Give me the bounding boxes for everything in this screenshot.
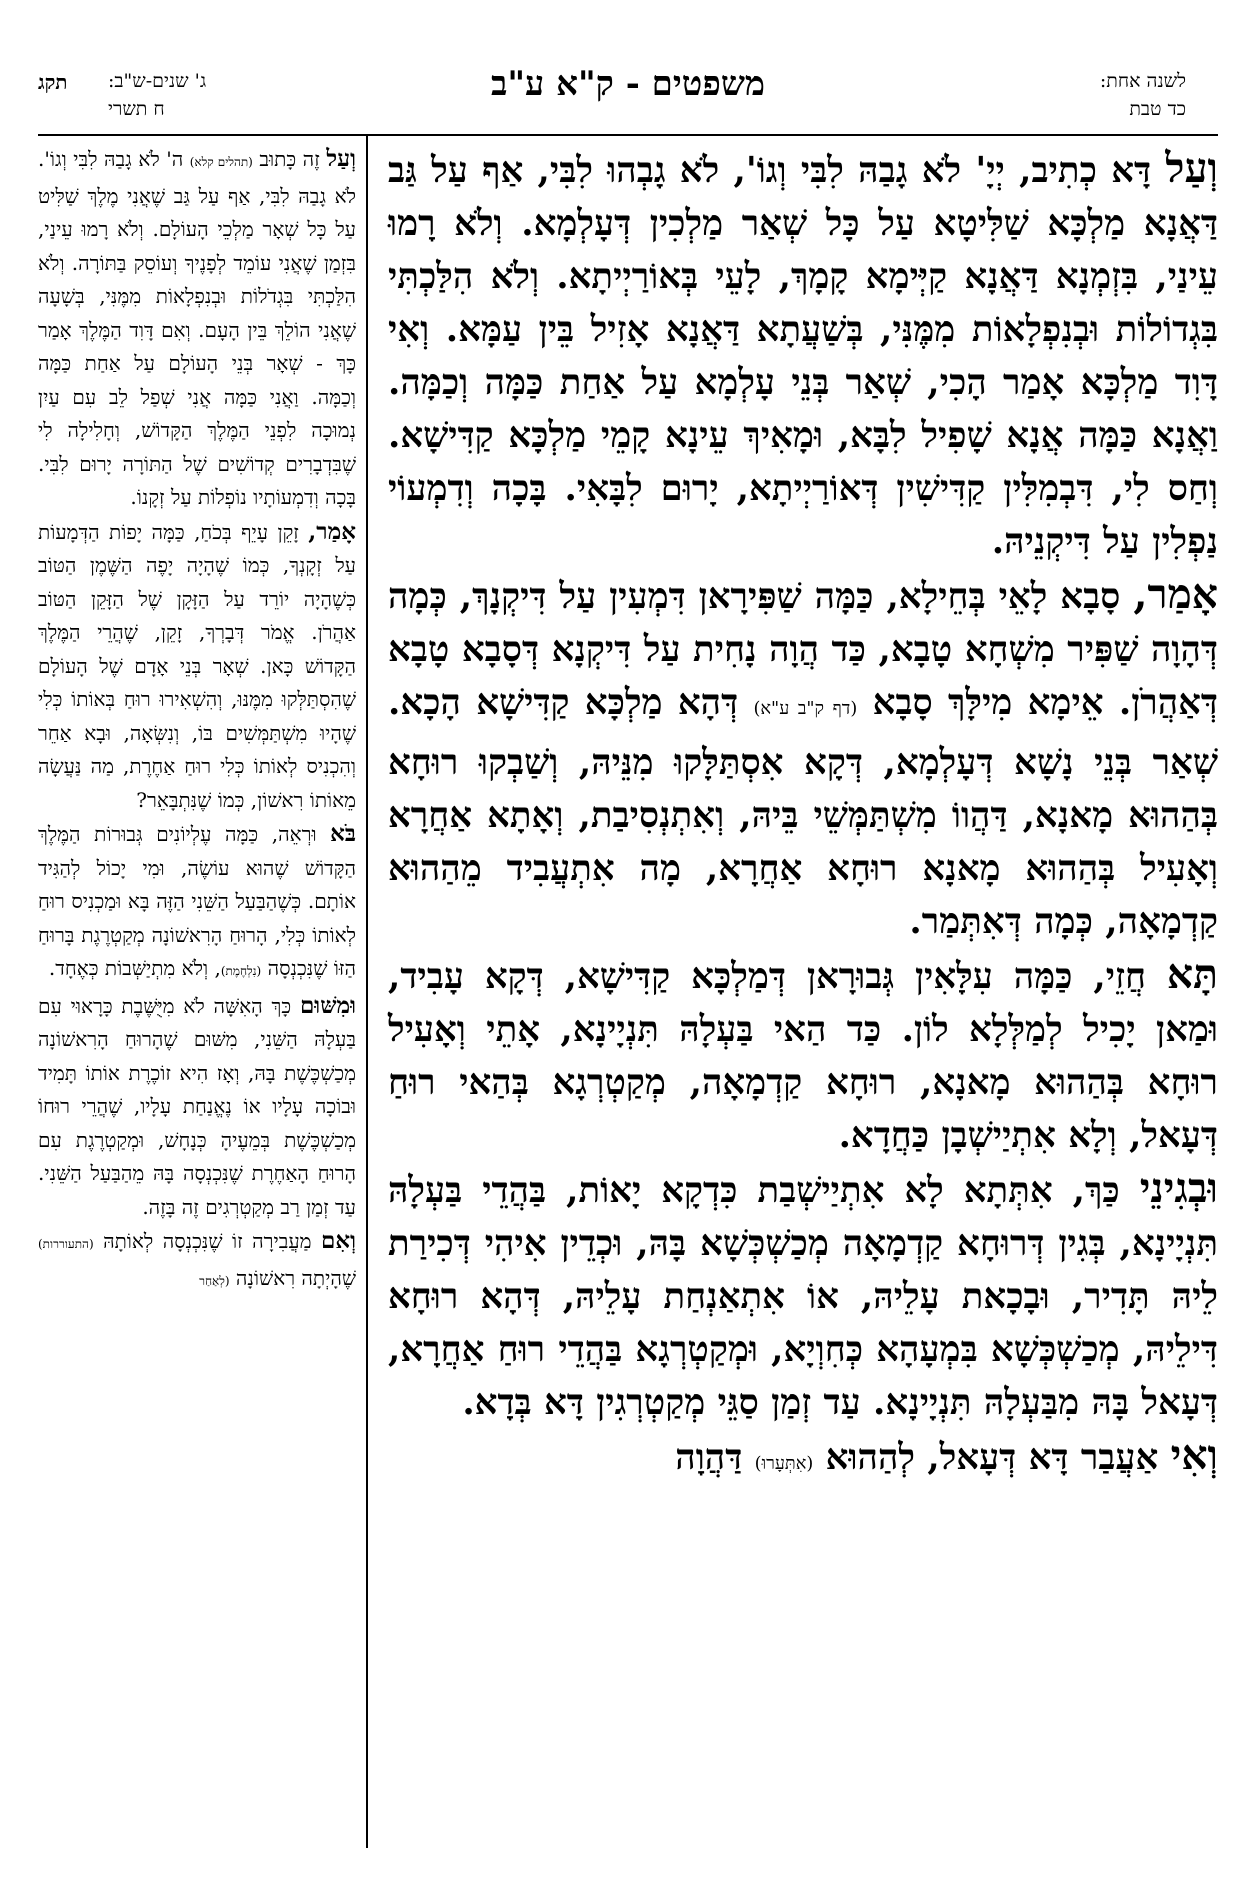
side-paragraph-3: בֹּא וּרְאֵה, כַּמָּה עֶלְיוֹנִים גְּבוּרוֹת הַמֶּלֶךְ הַקָּדוֹשׁ שֶׁהוּא עוֹשֶׂה, וּמִי יָכוֹל לְהַגִּיד אוֹתָם. כְּשֶׁהַבַּעַל הַשֵּׁנִי הַזֶּה בָּא וּמַכְנִיס רוּחַ לְאוֹתוֹ כְּלִי, הָרוּחַ הָרִאשׁוֹנָה מְקַטְרֶגֶת בָּרוּחַ הַזּוֹ שֶׁנִּכְנְסָה (נִלְחֶמֶת), וְלֹא מִתְיַשְּׁבוֹת כְּאֶחָד. <box>38 820 356 980</box>
page-number: תקג <box>38 70 68 94</box>
header-rule <box>38 134 1218 136</box>
side-paragraph-2: אָמַר, זָקֵן עָיֵף בְּכֹחַ, כַּמָּה יָפוֹת הַדְּמָעוֹת עַל זְקָנְךָ, כְּמוֹ שֶׁהָיָה יָפֶה הַשֶּׁמֶן הַטּוֹב כְּשֶׁהָיָה יוֹרֵד עַל הַזָּקָן שֶׁל הַזָּקֵן הַטּוֹב אַהֲרֹן. אֱמֹר דְּבָרְךָ, זָקֵן, שֶׁהֲרֵי הַמֶּלֶךְ הַקָּדוֹשׁ כָּאן. שְׁאָר בְּנֵי אָדָם שֶׁל הָעוֹלָם שֶׁהִסְתַּלְּקוּ מִמֶּנּוּ, וְהִשְׁאִירוּ רוּחַ בְּאוֹתוֹ כְּלִי שֶׁהָיוּ מִשְׁתַּמְּשִׁים בּוֹ, וְנִשְּׂאָה, וּבָא אַחֵר וְהִכְנִיס לְאוֹתוֹ כְּלִי רוּחַ אַחֶרֶת, מַה נַּעֲשָׂה מֵאוֹתוֹ רִאשׁוֹן, כְּמוֹ שֶׁנִּתְבָּאֵר? <box>38 517 356 812</box>
column-divider <box>366 136 368 1848</box>
study-plan-three-years: ג' שנים-ש"ב: <box>108 70 207 92</box>
page-reference: (דף ק"ב ע"א) <box>753 699 858 719</box>
page <box>38 38 1218 1858</box>
study-plan-one-year: לשנה אחת: <box>1099 70 1186 92</box>
annotation-reference: (אִתְּעָרוּ) <box>754 1454 814 1474</box>
page-title: משפטים - ק"א ע"ב <box>490 64 766 104</box>
main-paragraph-1: וְעַל דָּא כְתִיב, יְיָ' לֹא גָבַהּ לִבִּי וְגוֹ', לֹא גָבְהוּ לִבִּי, אַף עַל גַּב דַּאֲנָא מַלְכָּא שַׁלִּיטָא עַל כָּל שְׁאַר מַלְכִין דְּעָלְמָא. וְלֹא רָמוּ עֵינַי, בִּזְמְנָא דַּאֲנָא קַיְּימָא קָמָךְ, לָעֵי בְּאוֹרַיְיתָא. וְלֹא הִלַּכְתִּי בִּגְדוֹלוֹת וּבְנִפְלָאוֹת מִמֶּנִּי, בְּשַׁעֲתָא דַּאֲנָא אָזִיל בֵּין עַמָּא. וְאִי דָּוִד מַלְכָּא אָמַר הָכִי, שְׁאַר בְּנֵי עָלְמָא עַל אַחַת כַּמָּה וְכַמָּה. וַאֲנָא כַּמָּה אֲנָא שָׁפִיל לִבָּא, וּמָאִיךְ עֵינָא קָמֵי מַלְכָּא קַדִּישָׁא. וְחַס לִי, דִּבְמִלִּין קַדִּישִׁין דְּאוֹרַיְיתָא, יָרוּם לִבָּאִי. בָּכָה וְדִמְעוֹי נַפְלִין עַל דִּיקְנֵיהּ. <box>388 144 1218 562</box>
study-date-one-year: כד טבת <box>1129 98 1186 120</box>
source-reference: (תהלים קלא) <box>189 155 253 169</box>
side-paragraph-5: וְאִם מַעֲבִירָה זוֹ שֶׁנִּכְנְסָה לְאוֹתָהּ (התעוררות) שֶׁהָיְתָה רִאשׁוֹנָה (לְאַחַר <box>38 1227 356 1290</box>
side-paragraph-1: וְעַל זֶה כָּתוּב (תהלים קלא) ה' לֹא גָבַהּ לִבִּי וְגוֹ'. לֹא גָבַהּ לִבִּי, אַף עַל גַּב שֶׁאֲנִי מֶלֶךְ שַׁלִּיט עַל כָּל שְׁאָר מַלְכֵי הָעוֹלָם. וְלֹא רָמוּ עֵינַי, בִּזְמַן שֶׁאֲנִי עוֹמֵד לְפָנֶיךָ וְעוֹסֵק בַּתּוֹרָה. וְלֹא הִלַּכְתִּי בִּגְדֹלוֹת וּבְנִפְלָאוֹת מִמֶּנִּי, בְּשָׁעָה שֶׁאֲנִי הוֹלֵךְ בֵּין הָעָם. וְאִם דָּוִד הַמֶּלֶךְ אָמַר כָּךְ - שְׁאָר בְּנֵי הָעוֹלָם עַל אַחַת כַּמָּה וְכַמָּה. וַאֲנִי כַּמָּה אֲנִי שְׁפַל לֵב עִם עַיִן נְמוּכָה לִפְנֵי הַמֶּלֶךְ הַקָּדוֹשׁ, וְחָלִילָה לִי שֶׁבִּדְבָרִים קְדוֹשִׁים שֶׁל הַתּוֹרָה יָרוּם לִבִּי. בָּכָה וְדִמְעוֹתָיו נוֹפְלוֹת עַל זְקָנוֹ. <box>38 145 356 509</box>
main-paragraph-5: וְאִי אַעֲבַר דָּא דְּעָאל, לְהַהוּא (אִתְּעָרוּ) דַּהֲוָה <box>675 1431 1218 1479</box>
side-paragraph-4: וּמִשּׁוּם כָּךְ הָאִשָּׁה לֹא מִיֻּשֶּׁבֶת כָּרָאוּי עִם בַּעְלָהּ הַשֵּׁנִי, מִשּׁוּם שֶׁהָרוּחַ הָרִאשׁוֹנָה מְכַשְׁכֶּשֶׁת בָּהּ, וְאָז הִיא זוֹכֶרֶת אוֹתוֹ תָּמִיד וּבוֹכָה עָלָיו אוֹ נֶאֱנַחַת עָלָיו, שֶׁהֲרֵי רוּחוֹ מְכַשְׁכֶּשֶׁת בְּמֵעֶיהָ כְּנָחָשׁ, וּמְקַטְרֶגֶת עִם הָרוּחַ הָאַחֶרֶת שֶׁנִּכְנְסָה בָּהּ מֵהַבַּעַל הַשֵּׁנִי. עַד זְמַן רַב מְקַטְרְגִים זֶה בָּזֶה. <box>38 991 356 1219</box>
hebrew-translation-column <box>38 142 356 1858</box>
main-paragraph-3: תָּא חֲזֵי, כַּמָּה עִלָּאִין גְּבוּרָאן דְּמַלְכָּא קַדִּישָׁא, דְּקָא עָבִיד, וּמַאן יָכִיל לְמַלְּלָא לוֹן. כַּד הַאי בַּעְלָהּ תִּנְיָינָא, אָתֵי וְאָעִיל רוּחָא בְּהַהוּא מָאנָא, רוּחָא קַדְמָאָה, מְקַטְרְגָא בְּהַאי רוּחַ דְּעָאל, וְלָא אִתְיַישְׁבָן כַּחֲדָא. <box>388 950 1218 1156</box>
main-paragraph-4: וּבְגִינֵי כַּךְ, אִתְּתָא לָא אִתְיַישְׁבַת כִּדְקָא יָאוֹת, בַּהֲדֵי בַּעְלָהּ תִּנְיָינָא, בְּגִין דְּרוּחָא קַדְמָאָה מְכַשְׁכְּשָׁא בָּהּ, וּכְדֵין אִיהִי דְּכִירַת לֵיהּ תָּדִיר, וּבָכָאת עָלֵיהּ, אוֹ אִתְאַנְחַת עָלֵיהּ, דְּהָא רוּחָא דִּילֵיהּ, מְכַשְׁכְּשָׁא בִּמְעָהָא כְּחִוְיָא, וּמְקַטְרְגָא בַּהֲדֵי רוּחַ אַחֲרָא, דְּעָאל בָּהּ מִבַּעְלָהּ תִּנְיָינָא. עַד זְמַן סַגֵּי מְקַטְרְגִין דָּא בְּדָא. <box>388 1164 1218 1423</box>
page-header <box>38 64 1218 134</box>
aramaic-column <box>388 142 1218 1858</box>
main-paragraph-2: אָמַר, סָבָא לָאֵי בְּחֵילָא, כַּמָּה שַׁפִּירָאן דִּמְעִין עַל דִּיקְנָךְ, כְּמָה דְּהָוָה שַׁפִּיר מִשְׁחָא טָבָא, כַּד הֲוָה נָחִית עַל דִּיקְנָא דְּסָבָא טָבָא דְּאַהֲרֹן. אֵימָא מִילָּךְ סָבָא (דף ק"ב ע"א) דְּהָא מַלְכָּא קַדִּישָׁא הָכָא. שְׁאַר בְּנֵי נָשָׁא דְּעָלְמָא, דְּקָא אִסְתַּלָּקוּ מִנֵּיהּ, וְשַׁבְקוּ רוּחָא בְּהַהוּא מָאנָא, דַּהֲווֹ מִשְׁתַּמְּשֵׁי בֵּיהּ, וְאִתְנְסִיבַת, וְאָתָא אַחֲרָא וְאָעִיל בְּהַהוּא מָאנָא רוּחָא אַחֲרָא, מָה אִתְעֲבִיד מֵהַהוּא קַדְמָאָה, כְּמָה דְּאִתְּמַר. <box>388 570 1218 942</box>
study-date-three-years: ח תשרי <box>108 98 165 120</box>
